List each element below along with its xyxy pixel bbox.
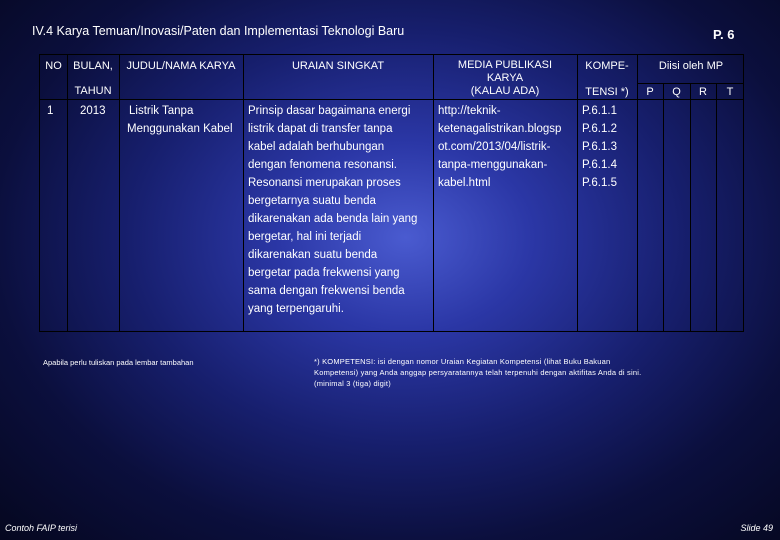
cell-kompetensi bbox=[582, 102, 617, 192]
cell-uraian-line: dikarenakan ada benda lain yang bbox=[248, 213, 418, 225]
cell-uraian bbox=[248, 102, 417, 318]
media-link-line[interactable]: ot.com/2013/04/listrik- bbox=[438, 141, 551, 153]
cell-uraian-line: bergetar pada frekwensi yang bbox=[248, 267, 400, 279]
header-sub-t: T bbox=[726, 86, 734, 98]
media-link-line[interactable]: http://teknik- bbox=[438, 105, 501, 117]
header-sub-q: Q bbox=[672, 86, 681, 98]
kompetensi-item: P.6.1.4 bbox=[582, 159, 617, 171]
header-kompetensi-bottom: TENSI *) bbox=[585, 86, 629, 98]
header-tahun: TAHUN bbox=[74, 85, 112, 97]
header-judul: JUDUL/NAMA KARYA bbox=[126, 60, 236, 72]
header-sub-r: R bbox=[699, 86, 707, 98]
header-sub-p: P bbox=[646, 86, 654, 98]
cell-uraian-line: dikarenakan suatu benda bbox=[248, 249, 378, 261]
cell-uraian-line: dengan fenomena resonansi. bbox=[248, 159, 397, 171]
cell-uraian-line: listrik dapat di transfer tanpa bbox=[248, 123, 393, 135]
col-divider bbox=[716, 83, 717, 331]
kompetensi-item: P.6.1.3 bbox=[582, 141, 617, 153]
faip-table bbox=[39, 54, 744, 332]
cell-uraian-line: bergetar, hal ini terjadi bbox=[248, 231, 362, 243]
slide-number: Slide 49 bbox=[740, 523, 773, 533]
note-additional-sheet: Apabila perlu tuliskan pada lembar tambahan bbox=[43, 358, 194, 367]
cell-media bbox=[438, 102, 561, 192]
cell-uraian-line: sama dengan frekwensi benda bbox=[248, 285, 405, 297]
cell-judul-line: Menggunakan Kabel bbox=[127, 123, 233, 135]
page-number: P. 6 bbox=[713, 27, 735, 42]
header-divider bbox=[40, 99, 743, 100]
cell-tahun: 2013 bbox=[80, 105, 106, 117]
header-uraian: URAIAN SINGKAT bbox=[291, 60, 385, 72]
note-kompetensi-line: Kompetensi) yang Anda anggap persyaratannya telah terpenuhi dengan aktifitas Anda di sini. bbox=[314, 368, 642, 377]
header-kompetensi-top: KOMPE- bbox=[585, 60, 629, 72]
slide-title: IV.4 Karya Temuan/Inovasi/Paten dan Implementasi Teknologi Baru bbox=[32, 24, 405, 38]
header-media bbox=[433, 59, 577, 98]
kompetensi-item: P.6.1.1 bbox=[582, 105, 617, 117]
col-divider bbox=[663, 83, 664, 331]
cell-uraian-line: kabel adalah berhubungan bbox=[248, 141, 385, 153]
cell-no: 1 bbox=[47, 105, 54, 117]
col-divider bbox=[243, 55, 244, 331]
cell-uraian-line: Prinsip dasar bagaimana energi bbox=[248, 105, 411, 117]
media-link-line[interactable]: kabel.html bbox=[438, 177, 491, 189]
note-kompetensi-line: (minimal 3 (tiga) digit) bbox=[314, 379, 391, 388]
cell-judul bbox=[127, 102, 233, 138]
header-no: NO bbox=[45, 60, 62, 72]
kompetensi-item: P.6.1.5 bbox=[582, 177, 617, 189]
media-link-line[interactable]: tanpa-menggunakan- bbox=[438, 159, 548, 171]
cell-uraian-line: Resonansi merupakan proses bbox=[248, 177, 401, 189]
header-media-line: MEDIA PUBLIKASI bbox=[457, 59, 553, 71]
header-bulan: BULAN, bbox=[73, 60, 113, 72]
header-media-line: (KALAU ADA) bbox=[470, 85, 540, 97]
diisi-divider bbox=[637, 83, 743, 84]
note-kompetensi bbox=[314, 356, 744, 389]
header-media-line: KARYA bbox=[486, 72, 524, 84]
header-diisi-mp: Diisi oleh MP bbox=[658, 60, 724, 72]
kompetensi-item: P.6.1.2 bbox=[582, 123, 617, 135]
note-kompetensi-line: *) KOMPETENSI: isi dengan nomor Uraian Kegiatan Kompetensi (lihat Buku Bakuan bbox=[314, 357, 611, 366]
col-divider bbox=[119, 55, 120, 331]
media-link-line[interactable]: ketenagalistrikan.blogsp bbox=[438, 123, 562, 135]
col-divider bbox=[690, 83, 691, 331]
cell-uraian-line: bergetarnya suatu benda bbox=[248, 195, 376, 207]
cell-judul-line: Listrik Tanpa bbox=[129, 105, 194, 117]
footer-caption: Contoh FAIP terisi bbox=[5, 523, 78, 533]
cell-uraian-line: yang terpengaruhi. bbox=[248, 303, 344, 315]
